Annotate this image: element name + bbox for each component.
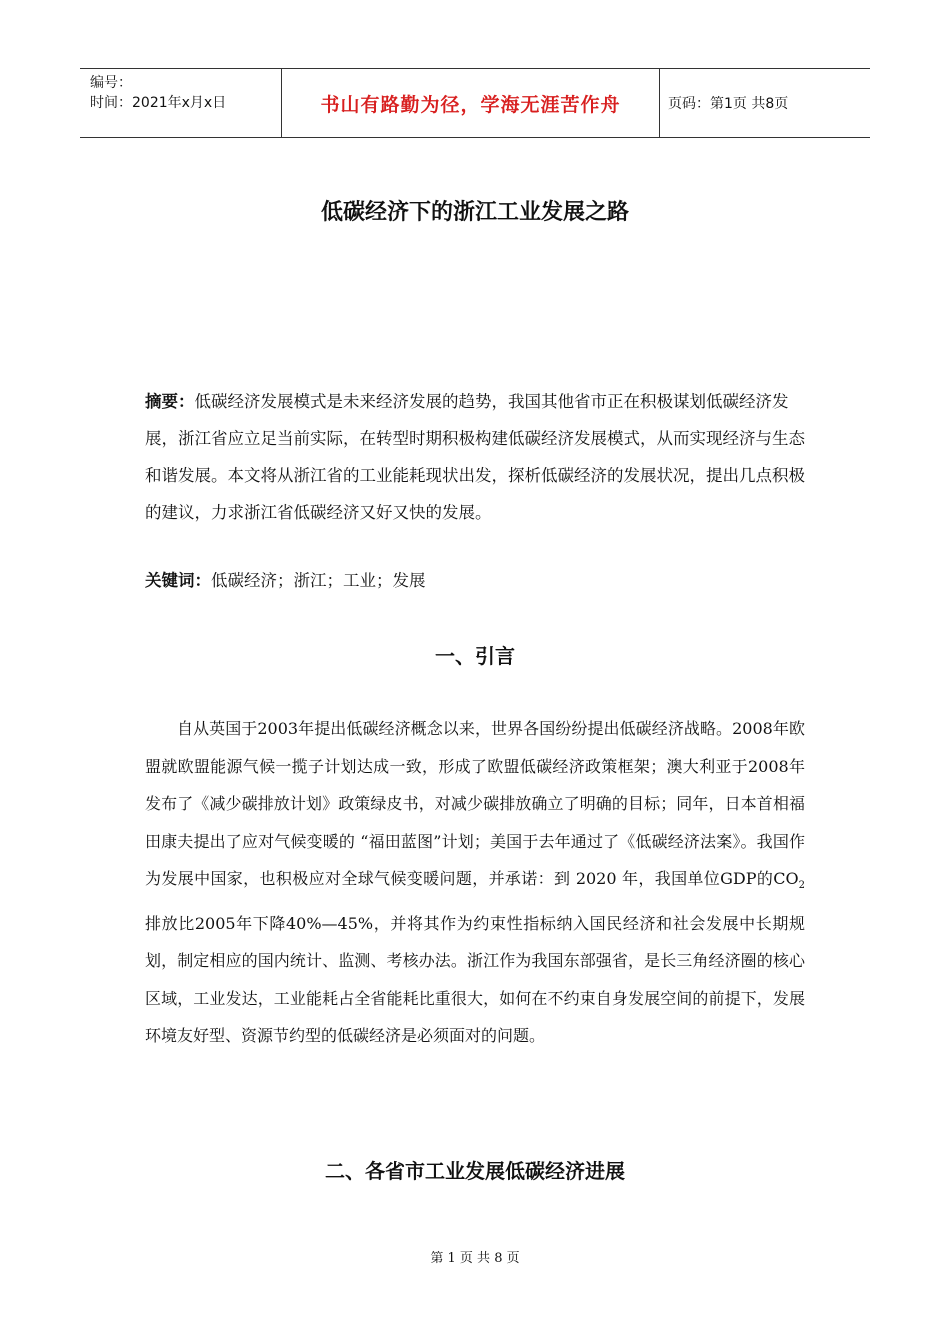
- abstract-label: 摘要：: [145, 392, 195, 411]
- header-middle-cell: [282, 69, 660, 137]
- keywords: [145, 567, 805, 595]
- page-footer: 第 1 页 共 8 页: [430, 1251, 520, 1266]
- keywords-text: 低碳经济；浙江；工业；发展: [211, 571, 426, 590]
- keywords-label: 关键词：: [145, 571, 211, 590]
- header-table: [80, 68, 870, 138]
- time-label: 时间：2021年x月x日: [90, 95, 227, 111]
- introduction-paragraph: [145, 710, 805, 1055]
- section-heading-progress: 二、各省市工业发展低碳经济进展: [325, 1159, 625, 1183]
- page-info: 页码：第1页 共8页: [668, 96, 789, 112]
- number-label: 编号：: [90, 75, 132, 91]
- paragraph-text-part2: 排放比2005年下降40%—45%，并将其作为约束性指标纳入国民经济和社会发展中长期规划，制定相应的国内统计、监测、考核办法。浙江作为我国东部强省，是长三角经济圈的核心区域，工业发达，工业能耗占全省能耗比重很大，如何在不约束自身发展空间的前提下，发展环境友好型、资源节约型的低碳经济是必须面对的问题。: [145, 913, 805, 1046]
- co2-subscript: 2: [798, 880, 805, 892]
- abstract: [145, 383, 805, 531]
- section-heading-introduction: 一、引言: [435, 644, 515, 668]
- header-right-cell: [660, 69, 870, 137]
- motto: 书山有路勤为径，学海无涯苦作舟: [320, 93, 621, 116]
- paragraph-text-part1: 自从英国于2003年提出低碳经济概念以来，世界各国纷纷提出低碳经济战略。2008年欧盟就欧盟能源气候一揽子计划达成一致，形成了欧盟低碳经济政策框架；澳大利亚于2008年发布了《减少碳排放计划》政策绿皮书，对减少碳排放确立了明确的目标；同年，日本首相福田康夫提出了应对气候变暖的 “福田蓝图”计划；美国于去年通过了《低碳经济法案》。我国作为发展中国家，也积极应对全球气候变暖问题，并承诺：到 2020 年，我国单位GDP的CO: [145, 719, 805, 888]
- abstract-text: 低碳经济发展模式是未来经济发展的趋势，我国其他省市正在积极谋划低碳经济发展，浙江省应立足当前实际，在转型时期积极构建低碳经济发展模式，从而实现经济与生态和谐发展。本文将从浙江省的工业能耗现状出发，探析低碳经济的发展状况，提出几点积极的建议，力求浙江省低碳经济又好又快的发展。: [145, 392, 805, 522]
- header-left-cell: [80, 69, 282, 137]
- document-title: 低碳经济下的浙江工业发展之路: [320, 200, 629, 225]
